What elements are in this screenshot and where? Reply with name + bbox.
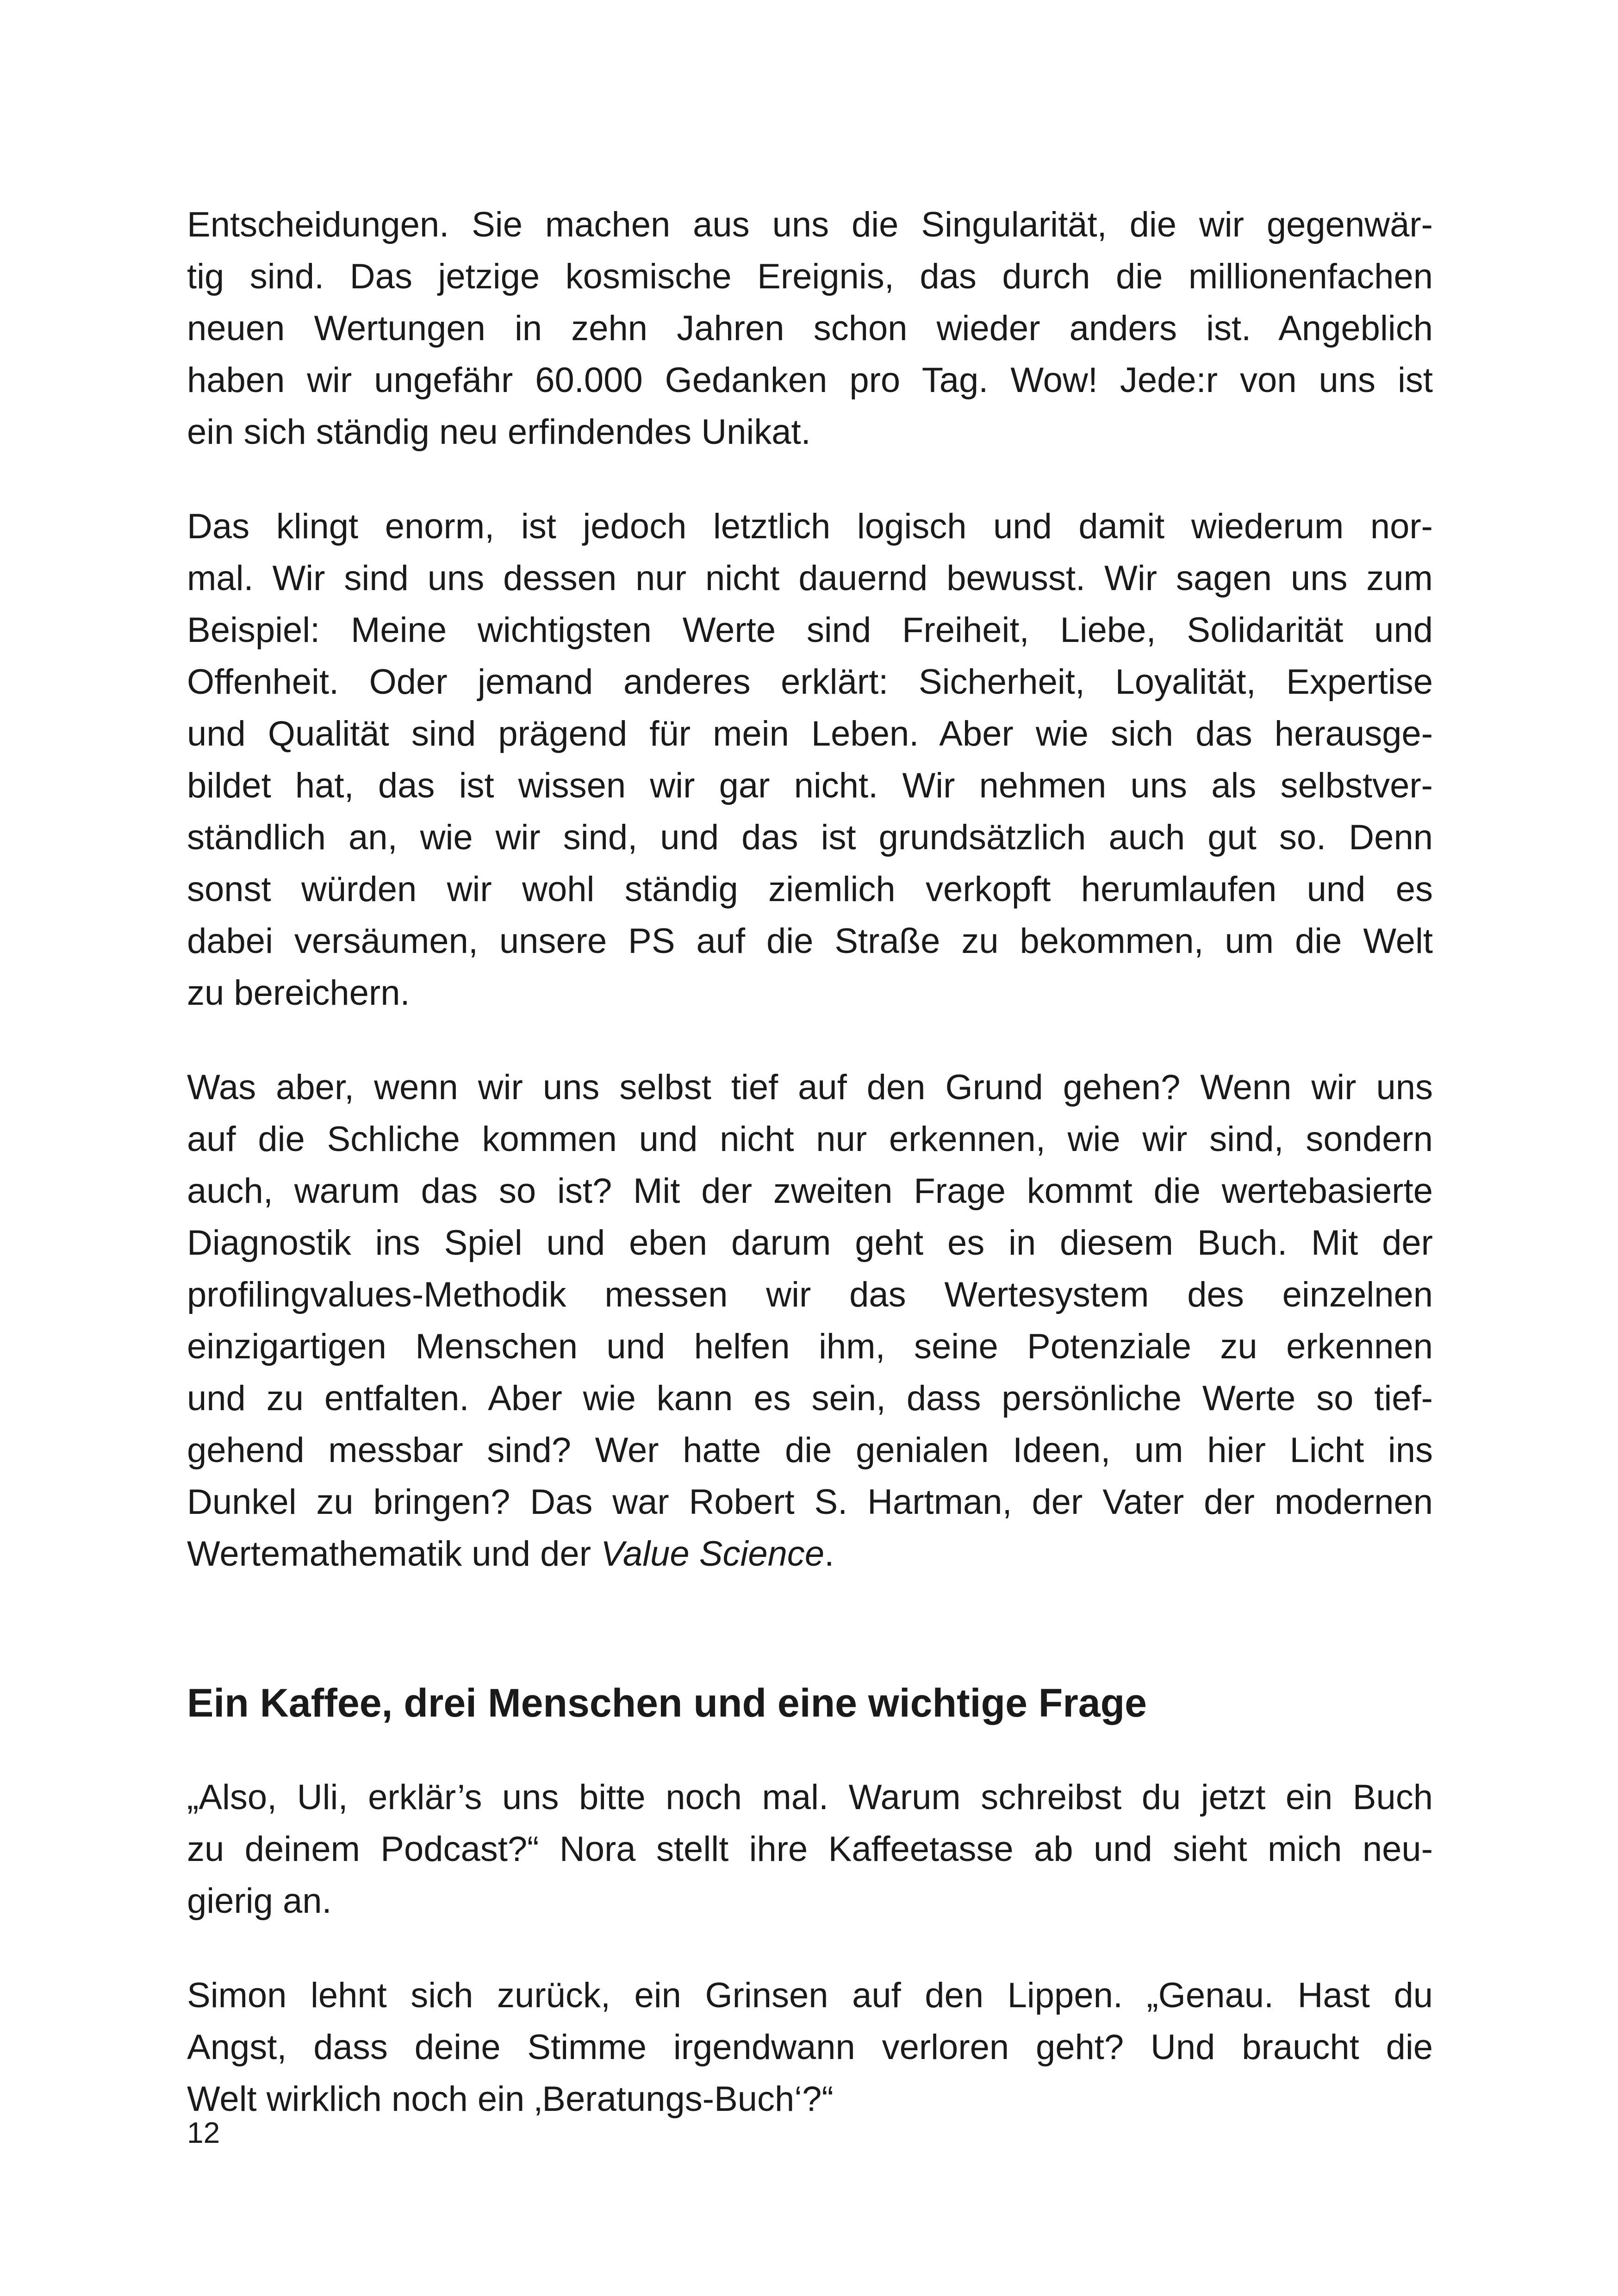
text-line: Beispiel: Meine wichtigsten Werte sind Freiheit, Liebe, Solidarität und bbox=[187, 610, 1433, 650]
text-line: zu deinem Podcast?“ Nora stellt ihre Kaffeetasse ab und sieht mich neu- bbox=[187, 1829, 1433, 1869]
text-line: Angst, dass deine Stimme irgendwann verloren geht? Und braucht die bbox=[187, 2028, 1433, 2067]
text-line: tig sind. Das jetzige kosmische Ereignis, das durch die millionenfachen bbox=[187, 257, 1433, 296]
text-line: einzigartigen Menschen und helfen ihm, seine Potenziale zu erkennen bbox=[187, 1327, 1433, 1366]
text-line-final bbox=[187, 1528, 1433, 1580]
page-number: 12 bbox=[187, 2116, 220, 2149]
text-line: profilingvalues-Methodik messen wir das Wertesystem des einzelnen bbox=[187, 1275, 1433, 1314]
text-line: haben wir ungefähr 60.000 Gedanken pro Tag. Wow! Jede:r von uns ist bbox=[187, 361, 1433, 400]
text-line: Welt wirklich noch ein ‚Beratungs-Buch‘?“ bbox=[187, 2079, 834, 2119]
paragraph-1 bbox=[187, 199, 1433, 458]
italic-term: Value Science bbox=[601, 1534, 825, 1574]
text-line: und zu entfalten. Aber wie kann es sein, dass persönliche Werte so tief- bbox=[187, 1379, 1433, 1418]
text-line: neuen Wertungen in zehn Jahren schon wieder anders ist. Angeblich bbox=[187, 309, 1433, 348]
text-line: Was aber, wenn wir uns selbst tief auf den Grund gehen? Wenn wir uns bbox=[187, 1068, 1433, 1107]
paragraph-2 bbox=[187, 501, 1433, 1019]
text-line: gierig an. bbox=[187, 1881, 332, 1921]
text-line: Simon lehnt sich zurück, ein Grinsen auf den Lippen. „Genau. Hast du bbox=[187, 1976, 1433, 2015]
dialogue-paragraph-1 bbox=[187, 1772, 1433, 1927]
text-line: zu bereichern. bbox=[187, 973, 410, 1013]
page-body bbox=[187, 199, 1433, 2168]
text-line: Diagnostik ins Spiel und eben darum geht es in diesem Buch. Mit der bbox=[187, 1223, 1433, 1263]
section-heading: Ein Kaffee, drei Menschen und eine wichtige Frage bbox=[187, 1681, 1147, 1725]
text-line: Dunkel zu bringen? Das war Robert S. Hartman, der Vater der modernen bbox=[187, 1482, 1433, 1522]
paragraph-3 bbox=[187, 1062, 1433, 1580]
text-fragment: Wertemathematik und der bbox=[187, 1534, 601, 1574]
dialogue-paragraph-2 bbox=[187, 1970, 1433, 2125]
text-line: und Qualität sind prägend für mein Leben. Aber wie sich das herausge- bbox=[187, 714, 1433, 753]
text-line: Offenheit. Oder jemand anderes erklärt: Sicherheit, Loyalität, Expertise bbox=[187, 662, 1433, 702]
text-line: bildet hat, das ist wissen wir gar nicht. Wir nehmen uns als selbstver- bbox=[187, 766, 1433, 805]
text-line: ein sich ständig neu erfindendes Unikat. bbox=[187, 412, 811, 452]
text-line: ständlich an, wie wir sind, und das ist grundsätzlich auch gut so. Denn bbox=[187, 818, 1433, 857]
text-line: auch, warum das so ist? Mit der zweiten Frage kommt die wertebasierte bbox=[187, 1171, 1433, 1211]
text-line: auf die Schliche kommen und nicht nur erkennen, wie wir sind, sondern bbox=[187, 1120, 1433, 1159]
text-fragment: . bbox=[824, 1534, 834, 1574]
text-line: Das klingt enorm, ist jedoch letztlich logisch und damit wiederum nor- bbox=[187, 507, 1433, 546]
text-line: Entscheidungen. Sie machen aus uns die Singularität, die wir gegenwär- bbox=[187, 205, 1433, 244]
text-line: sonst würden wir wohl ständig ziemlich verkopft herumlaufen und es bbox=[187, 870, 1433, 909]
text-line: dabei versäumen, unsere PS auf die Straße zu bekommen, um die Welt bbox=[187, 921, 1433, 961]
text-line: mal. Wir sind uns dessen nur nicht dauernd bewusst. Wir sagen uns zum bbox=[187, 559, 1433, 598]
text-line: gehend messbar sind? Wer hatte die genialen Ideen, um hier Licht ins bbox=[187, 1431, 1433, 1470]
text-line: „Also, Uli, erklär’s uns bitte noch mal. Warum schreibst du jetzt ein Buch bbox=[187, 1778, 1433, 1817]
